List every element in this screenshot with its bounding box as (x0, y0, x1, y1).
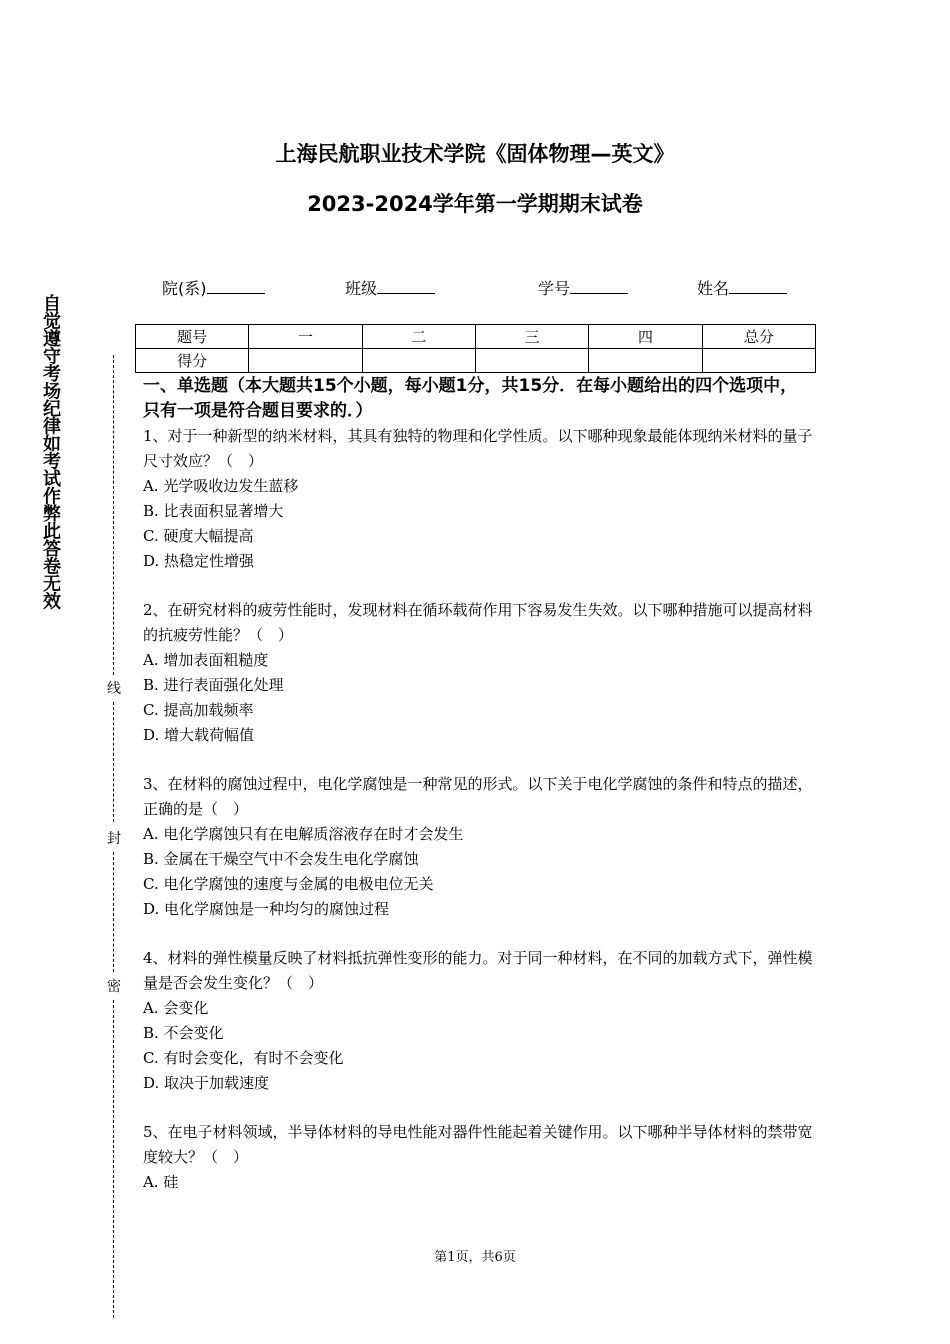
page-number: 第1页，共6页 (434, 1250, 516, 1265)
class-label: 班级 (345, 279, 378, 298)
seal-mark-xian: 线 (106, 678, 122, 698)
option-c: C. 有时会变化，有时不会变化 (143, 1049, 344, 1067)
option-b: B. 金属在干燥空气中不会发生电化学腐蚀 (143, 850, 419, 868)
question-1 (143, 424, 813, 574)
dept-blank (207, 279, 265, 294)
question-5 (143, 1120, 813, 1195)
option-a: A. 电化学腐蚀只有在电解质溶液存在时才会发生 (143, 825, 464, 843)
class-blank (377, 279, 435, 294)
score-header-cell: 四 (589, 325, 702, 349)
dept-field (162, 276, 265, 299)
name-label: 姓名 (697, 279, 730, 298)
option-c: C. 电化学腐蚀的速度与金属的电极电位无关 (143, 875, 434, 893)
exam-title-line2: 2023-2024学年第一学期期末试卷 (307, 192, 643, 216)
side-notice: 自觉遵守考场纪律如考试作弊此答卷无效 (40, 294, 61, 609)
score-header-cell: 总分 (702, 325, 815, 349)
score-cell (249, 349, 362, 373)
score-cell (702, 349, 815, 373)
option-a: A. 光学吸收边发生蓝移 (143, 477, 299, 495)
option-a: A. 增加表面粗糙度 (143, 651, 269, 669)
option-a: A. 会变化 (143, 999, 209, 1017)
name-blank (729, 279, 787, 294)
option-b: B. 进行表面强化处理 (143, 676, 284, 694)
student-id-field (538, 276, 628, 299)
question-stem: 2、在研究材料的疲劳性能时，发现材料在循环载荷作用下容易发生失效。以下哪种措施可以提高材料的抗疲劳性能？（ ） (143, 601, 813, 644)
score-header-cell: 一 (249, 325, 362, 349)
question-stem: 4、材料的弹性模量反映了材料抵抗弹性变形的能力。对于同一种材料，在不同的加载方式下，弹性模量是否会发生变化？（ ） (143, 949, 813, 992)
name-field (697, 276, 787, 299)
option-d: D. 电化学腐蚀是一种均匀的腐蚀过程 (143, 900, 390, 918)
question-3 (143, 772, 813, 922)
binding-line (113, 355, 114, 675)
question-stem: 5、在电子材料领域，半导体材料的导电性能对器件性能起着关键作用。以下哪种半导体材料的禁带宽度较大？（ ） (143, 1123, 813, 1166)
score-cell (589, 349, 702, 373)
question-stem: 3、在材料的腐蚀过程中，电化学腐蚀是一种常见的形式。以下关于电化学腐蚀的条件和特点的描述，正确的是（ ） (143, 775, 813, 818)
binding-line (113, 702, 114, 822)
question-4 (143, 946, 813, 1096)
score-row-label: 得分 (136, 349, 249, 373)
student-id-label: 学号 (538, 279, 571, 298)
exam-title-line1: 上海民航职业技术学院《固体物理—英文》 (275, 142, 675, 166)
score-header-cell: 题号 (136, 325, 249, 349)
option-d: D. 热稳定性增强 (143, 552, 255, 570)
score-header-cell: 二 (362, 325, 475, 349)
question-2 (143, 598, 813, 748)
section-heading: 一、单选题（本大题共15个小题，每小题1分，共15分．在每小题给出的四个选项中，只有一项是符合题目要求的．） (143, 376, 798, 421)
seal-mark-mi: 密 (106, 976, 122, 996)
option-d: D. 取决于加载速度 (143, 1074, 270, 1092)
score-cell (362, 349, 475, 373)
class-field (345, 276, 435, 299)
option-b: B. 比表面积显著增大 (143, 502, 284, 520)
option-c: C. 提高加载频率 (143, 701, 254, 719)
option-c: C. 硬度大幅提高 (143, 527, 254, 545)
option-b: B. 不会变化 (143, 1024, 224, 1042)
dept-label: 院(系) (162, 279, 207, 298)
score-header-cell: 三 (475, 325, 588, 349)
score-table-score-row (136, 349, 816, 373)
binding-line (113, 1000, 114, 1318)
seal-mark-feng: 封 (106, 828, 122, 848)
score-cell (475, 349, 588, 373)
score-table-header-row (136, 325, 816, 349)
binding-line (113, 852, 114, 972)
exam-content (143, 374, 813, 1195)
score-table (135, 324, 816, 373)
question-stem: 1、对于一种新型的纳米材料，其具有独特的物理和化学性质。以下哪种现象最能体现纳米材料的量子尺寸效应？（ ） (143, 427, 813, 470)
option-d: D. 增大载荷幅值 (143, 726, 255, 744)
student-id-blank (570, 279, 628, 294)
option-a: A. 硅 (143, 1173, 179, 1191)
